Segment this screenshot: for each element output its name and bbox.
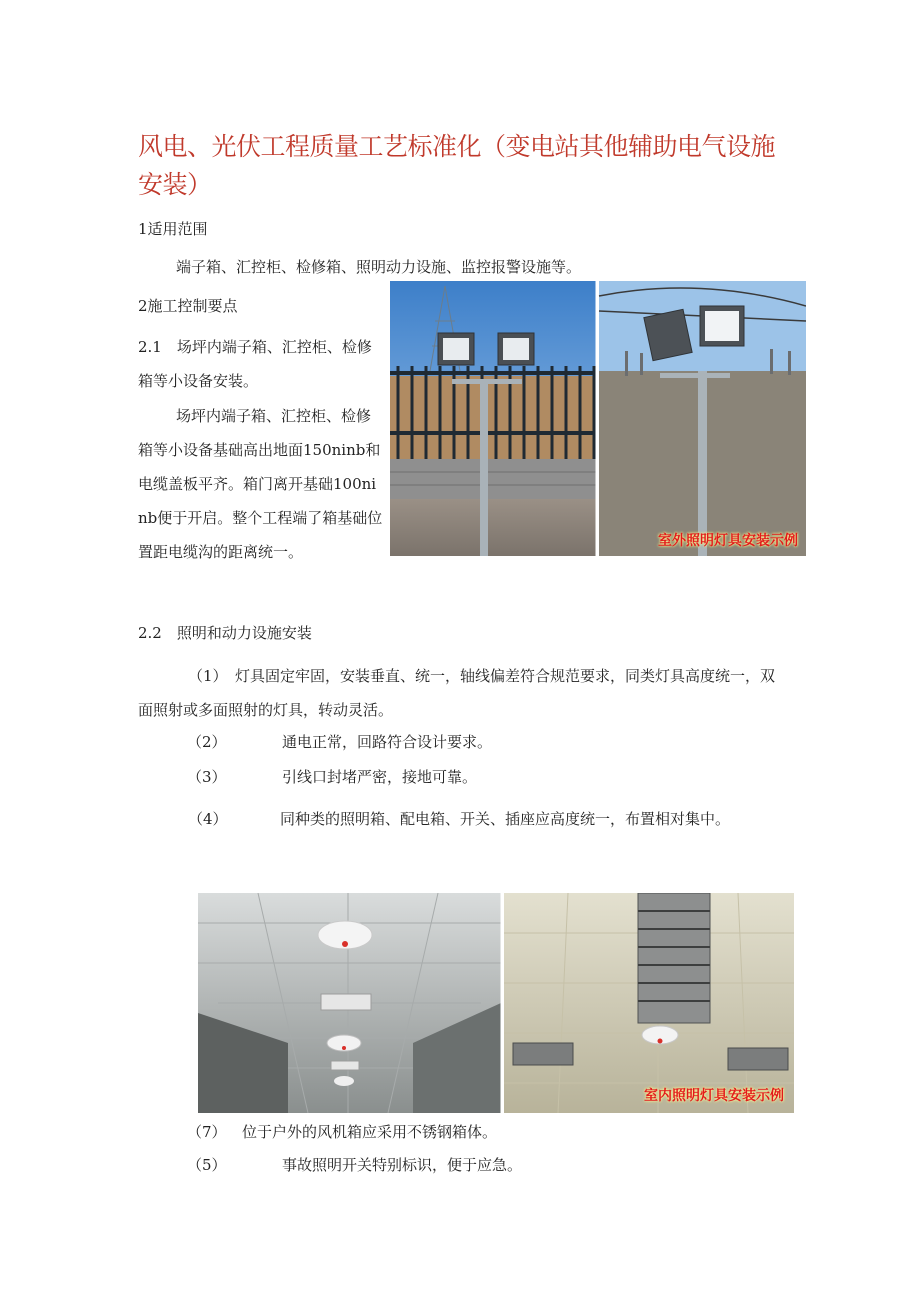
subsection-2-1-heading: 2.1 场坪内端子箱、汇控柜、检修箱等小设备安装。 xyxy=(138,338,372,390)
subsection-2-2-heading: 2.2 照明和动力设施安装 xyxy=(138,624,312,642)
item-7-number: （7） xyxy=(187,1123,227,1141)
section-2-heading: 2施工控制要点 xyxy=(138,297,238,315)
indoor-lighting-illustration xyxy=(198,893,794,1113)
outdoor-figure-caption: 室外照明灯具安装示例 xyxy=(658,533,798,549)
section-1-body: 端子箱、汇控柜、检修箱、照明动力设施、监控报警设施等。 xyxy=(176,258,582,276)
item-2-number: （2） xyxy=(187,733,227,751)
item-7-text: 位于户外的风机箱应采用不锈钢箱体。 xyxy=(242,1123,498,1141)
item-1-text: （1） 灯具固定牢固，安装垂直、统一，轴线偏差符合规范要求，同类灯具高度统一，双面照射或多面照射的灯具，转动灵活。 xyxy=(138,667,776,719)
outdoor-lighting-photo xyxy=(390,281,806,556)
indoor-figure-caption: 室内照明灯具安装示例 xyxy=(644,1088,784,1104)
indoor-lighting-photo xyxy=(198,893,794,1113)
item-5-number: （5） xyxy=(187,1156,227,1174)
item-2-text: 通电正常，回路符合设计要求。 xyxy=(282,733,493,751)
subsection-2-1-body: 场坪内端子箱、汇控柜、检修箱等小设备基础高出地面150ninb和电缆盖板平齐。箱门离开基础100ninb便于开启。整个工程端了箱基础位置距电缆沟的距离统一。 xyxy=(138,407,383,561)
item-3-text: 引线口封堵严密，接地可靠。 xyxy=(282,768,478,786)
item-5-text: 事故照明开关特别标识，便于应急。 xyxy=(282,1156,523,1174)
outdoor-lighting-illustration xyxy=(390,281,806,556)
page-title: 风电、光伏工程质量工艺标准化（变电站其他辅助电气设施安装） xyxy=(138,132,776,199)
section-1-heading: 1适用范围 xyxy=(138,220,208,238)
item-4-text: （4） 同种类的照明箱、配电箱、开关、插座应高度统一，布置相对集中。 xyxy=(188,810,731,828)
item-3-number: （3） xyxy=(187,768,227,786)
